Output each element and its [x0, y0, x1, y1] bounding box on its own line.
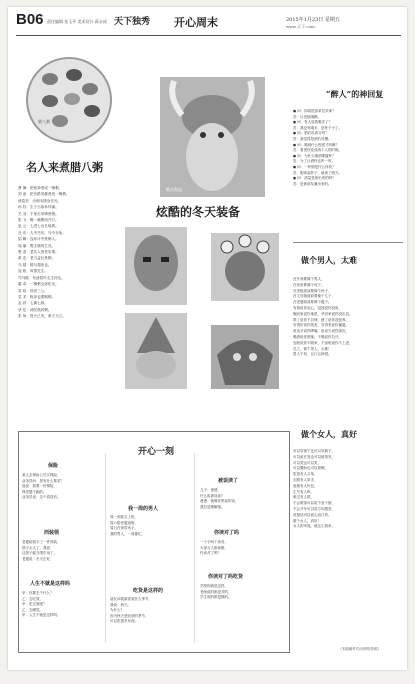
- joke-text: 一个字两个读音， 大部分人都读错， 你读对了吗？: [200, 540, 228, 556]
- joke-title: 你读对了吗吃货: [208, 574, 244, 580]
- list-item: 马 超：锦马超来也。: [18, 262, 52, 267]
- woman-article: [293, 449, 403, 530]
- joke-text: 朋友问我最喜欢什么季节， 我说：秋天。 为什么？ 因为秋天是收获的季节， 可以吃很多东西。: [110, 597, 152, 624]
- qa-line: ● 问：一杯倒是什么体验？: [293, 164, 336, 169]
- joke-text: 周一到周五上班， 周六陪老婆逛街， 周日在家带孩子， 我的男人，一周都忙。: [110, 515, 145, 536]
- text-line: 可以撒娇也可以耍赖，: [293, 466, 328, 471]
- list-item: 司马懿：死诸葛吓走生仲达。: [18, 275, 65, 280]
- alien-hat-photo: [125, 313, 187, 389]
- text-line: 穿得好说你臭美，穿得差说你邋遢，: [293, 323, 349, 328]
- porridge-bowl-image: [26, 57, 112, 143]
- website-url: www.天下.com: [286, 24, 315, 29]
- joke-title: 我一周的男人: [128, 506, 159, 512]
- text-line: 不会做饭可以说不爱下厨，: [293, 501, 335, 506]
- text-line: 男人不易，且行且珍惜。: [293, 352, 332, 357]
- text-line: 喝酒说你酒鬼，不喝说你扫兴，: [293, 334, 342, 339]
- list-item: 黄 忠：老当益壮煮粥。: [18, 256, 56, 261]
- text-line: 晚回家说你鬼混，早回家说你没出息，: [293, 311, 353, 316]
- text-line: 可以穿裙子也可以穿裤子，: [293, 449, 335, 453]
- joke-text: 某人去保险公司买保险， 业务员问：您有什么要求？ 他说：我要一份保险， 保老婆不跑的。 业务员说：这个真没有。: [22, 473, 64, 500]
- column-rule: [105, 453, 106, 643]
- list-item: 周 瑜：既生瑜何生亮。: [18, 243, 56, 248]
- qa-line: 答：是被朋友灌出来的。: [293, 181, 332, 186]
- text-line: 走路有人牵手，: [293, 477, 318, 482]
- list-item: 张 飞：喝一碗粥再开打。: [18, 218, 59, 223]
- bowl-caption: 腊八粥: [38, 119, 50, 124]
- column-title: 开心周末: [174, 16, 218, 29]
- newspaper-logo: 天下独秀: [114, 17, 151, 27]
- text-line: 在丈母娘面前要像个儿子，: [293, 294, 335, 299]
- viking-hat-icon: [160, 77, 265, 197]
- issue-date: 2015年1月23日 星期五: [286, 17, 340, 23]
- joke-title: 被误读了: [218, 478, 239, 484]
- list-item: 曹 操：把宿莽煮成一锅粥。: [18, 186, 63, 190]
- laba-headline: 名人来煮腊八粥: [26, 161, 103, 174]
- list-item: 张 角：苍天已死，黄天当立。: [18, 314, 66, 319]
- text-line: 生气有人哄，: [293, 489, 314, 494]
- text-line: 加班说你不顾家，不加班说你不上进，: [293, 340, 353, 345]
- joke-title: 保险: [48, 463, 59, 469]
- list-item: 关 羽：千里走单骑煮粥。: [18, 211, 59, 216]
- list-item: 刘 备：把各路英雄煮成一锅粥。: [18, 192, 70, 197]
- text-line: 可以留长发也可以留短发，: [293, 454, 335, 459]
- column-rule: [194, 453, 195, 643]
- qa-line: ● 问：为什么喝酒要碰杯？: [293, 153, 336, 158]
- knit-mask-photo: [125, 227, 187, 305]
- qa-line: 答：我觉得是酒后吐槽。: [293, 136, 332, 141]
- list-item: 貂 蝉：连环计中煮粥人。: [18, 237, 59, 242]
- list-item: 华 佗：神医熬药粥。: [18, 307, 52, 312]
- text-line: 在老板面前要像个孙子，: [293, 288, 332, 293]
- beast-hat-photo: [211, 325, 279, 389]
- list-item: 孟 获：七擒七纵。: [18, 301, 48, 306]
- qa-line: 答：我没有喝多，是杯子小了。: [293, 125, 342, 130]
- text-line: 可以哭也可以笑，: [293, 460, 321, 465]
- list-item: 诸葛亮：出师未捷身先死。: [18, 198, 62, 203]
- joke-title: 吃货是这样的: [133, 588, 164, 594]
- text-line: 在外面要像个男人，: [293, 277, 325, 281]
- qa-line: ● 问：喝到什么程度才叫醉？: [293, 142, 340, 147]
- qa-line: 答：为了让酒杯也听一听。: [293, 159, 335, 164]
- text-line: 总之，做个男人，太难！: [293, 346, 332, 351]
- joke-title: 西装领: [44, 530, 60, 536]
- list-item: 吕 布：人中吕布，马中赤兔。: [18, 230, 66, 235]
- text-line: 逛街有人拎包，: [293, 483, 318, 488]
- newspaper-page: [8, 7, 407, 670]
- list-item: 鲁 肃：老实人煮老实粥。: [18, 250, 59, 255]
- text-line: 有钱说你花心，没钱说你没用，: [293, 305, 342, 310]
- man-article: [293, 277, 403, 358]
- qa-line: ● 问：有人说我喝多了？: [293, 120, 333, 125]
- laba-list: [18, 185, 136, 320]
- text-line: 胖了说你不自律，瘦了说你没营养，: [293, 317, 349, 322]
- list-item: 庞 统：凤雏先生。: [18, 269, 48, 274]
- list-item: 袁 绍：四世三公。: [18, 288, 48, 293]
- qa-line: 答：看见你变成两个人的时候。: [293, 148, 342, 153]
- qa-line: 答：让老板喝醉。: [293, 114, 321, 119]
- joke-text: 老婆给我买了一件西装， 领子太大了，我说： 这领子能当围巾用了。 老婆说：冬天正好。: [22, 540, 61, 561]
- joke-text: 学校的就是这样， 老师说的都是对的， 学生说的都是错的。: [200, 584, 232, 600]
- qa-line: ● 问：如何提高单位效率？: [293, 109, 336, 113]
- page-number: B06: [16, 11, 44, 28]
- text-line: 不会开车可以说方向感差，: [293, 506, 335, 511]
- list-item: 董 卓：一锅粥全部吃光。: [18, 282, 59, 287]
- winter-gear-headline: 炫酷的冬天装备: [156, 205, 241, 219]
- text-line: 难过有人陪，: [293, 495, 314, 500]
- list-item: 孙 权：生子当如孙仲谋。: [18, 205, 59, 210]
- list-item: 袁 术：称帝也要喝粥。: [18, 294, 56, 299]
- jokes-headline: 开心一刻: [138, 447, 175, 457]
- drunk-replies-headline: “醉人”的神回复: [326, 89, 384, 99]
- text-line: 说错话可以说心直口快，: [293, 512, 332, 517]
- staff-credits: 责任编辑 张玉平 美术设计 蒋永成: [47, 19, 107, 24]
- man-headline: 做个男人，太难: [301, 255, 357, 265]
- qa-line: ● 问：酒后吐真言吗？: [293, 131, 329, 136]
- qa-line: ● 问：酒量是练出来的吗？: [293, 176, 336, 181]
- page-header: [16, 13, 401, 36]
- joke-text: 儿子：爸爸， 什么叫被误读？ 爸爸：就像你妈说的话， 我总是理解错。: [200, 488, 239, 509]
- joke-title: 人生不就是这样吗: [30, 581, 71, 587]
- source-note: （本版稿件均为网络资源）: [338, 647, 382, 651]
- list-item: 赵 云：七进七出长坂坡。: [18, 224, 59, 229]
- text-line: 做个女人，真好！: [293, 518, 321, 523]
- woman-headline: 做个女人，真好: [301, 429, 357, 439]
- photo-caption: 维京海盗: [166, 187, 182, 192]
- divider: [293, 242, 403, 243]
- text-line: 吃饭有人买单，: [293, 472, 318, 477]
- text-line: 女人的幸福，就这么简单。: [293, 524, 335, 529]
- text-line: 在家里要像个孩子，: [293, 282, 325, 287]
- text-line: 在老婆面前要像个傻子。: [293, 300, 332, 305]
- text-line: 说话多说你啰嗦，说话少说你深沉，: [293, 329, 349, 334]
- drunk-replies-text: [293, 109, 403, 187]
- joke-title: 你读对了吗: [214, 530, 240, 536]
- joke-text: 甲：你要去干什么？ 乙：去吃饭。 甲：吃完饭呢？ 乙：去睡觉。 甲：人生不就是这样吗。: [22, 591, 61, 618]
- qa-line: 答：刚拿起杯子，就到了明天。: [293, 170, 342, 175]
- viking-hat-photo: [160, 77, 265, 197]
- monster-hat-photo: [211, 233, 279, 301]
